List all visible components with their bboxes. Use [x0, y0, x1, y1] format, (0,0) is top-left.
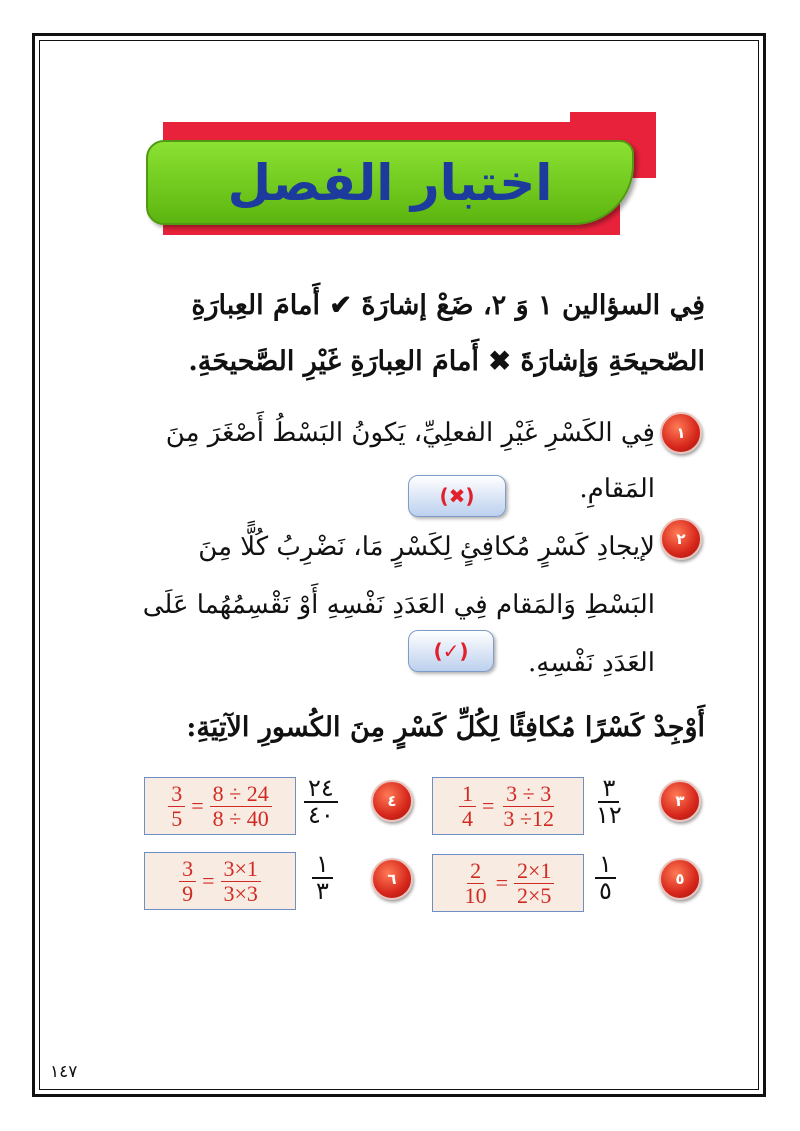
question-number-badge: ٢: [660, 518, 702, 560]
numerator: 1: [459, 782, 476, 806]
question-2-line-1: لإيجادِ كَسْرٍ مُكافِئٍ لِكَسْرٍ مَا، نَضْرِبُ كُلًّا مِنَ: [198, 532, 655, 562]
numerator: 2: [467, 859, 484, 883]
question-number-badge: ١: [660, 412, 702, 454]
given-denominator: ٤٠: [308, 801, 334, 830]
answer-fraction: [168, 782, 185, 829]
given-fraction: [595, 852, 616, 904]
work-fraction: [210, 782, 272, 829]
denominator: 8 ÷ 40: [212, 805, 269, 831]
work-fraction: [514, 859, 554, 906]
question-1-text: [110, 405, 655, 517]
instructions-line-1: فِي السؤالين ١ وَ ٢، ضَعْ إشارَةَ ✔ أَمامَ العِبارَةِ: [191, 290, 705, 321]
question-2-line-3: العَدَدِ نَفْسِهِ.: [528, 648, 655, 678]
instructions-line-2: الصّحيحَةِ وَإشارَةَ ✖ أَمامَ العِبارَةِ غَيْرِ الصَّحيحَةِ.: [188, 346, 705, 377]
equals-sign: =: [482, 793, 495, 818]
page-title: اختبار الفصل: [227, 153, 553, 212]
given-denominator: ١٢: [596, 801, 622, 830]
answer-fraction: [459, 782, 476, 829]
instructions: [130, 278, 705, 390]
denominator: 9: [182, 880, 194, 906]
exercise-number-badge: ٦: [371, 858, 413, 900]
numerator: 3: [168, 782, 185, 806]
denominator: 3 ÷12: [503, 805, 554, 831]
question-2-answer: (✓): [408, 630, 494, 672]
work-fraction: [221, 857, 261, 904]
exercise-heading: أَوْجِدْ كَسْرًا مُكافِئًا لِكُلِّ كَسْرٍ مِنَ الكُسورِ الآتِيَةِ:: [186, 712, 705, 743]
denominator: 3×3: [223, 880, 258, 906]
question-2-text: [110, 518, 655, 692]
given-fraction: [592, 776, 626, 828]
answer-box: [144, 852, 296, 910]
numerator: 3 ÷ 3: [503, 782, 554, 806]
question-1-line-1: فِي الكَسْرِ غَيْرِ الفعلِيِّ، يَكونُ البَسْطُ أَصْغَرَ مِنَ: [165, 418, 655, 448]
given-denominator: ٥: [599, 877, 612, 906]
answer-fraction: [179, 857, 196, 904]
exercise-number-badge: ٥: [659, 858, 701, 900]
denominator: 2×5: [517, 882, 552, 908]
numerator: 3: [179, 857, 196, 881]
given-numerator: ٢٤: [304, 776, 338, 803]
answer-box: [144, 777, 296, 835]
given-denominator: ٣: [316, 877, 329, 906]
numerator: 2×1: [514, 859, 554, 883]
equals-sign: =: [202, 868, 215, 893]
denominator: 4: [462, 805, 473, 831]
denominator: 5: [171, 805, 183, 831]
numerator: 3×1: [221, 857, 261, 881]
given-numerator: ٣: [598, 776, 619, 803]
equals-sign: =: [495, 870, 508, 895]
given-fraction: [312, 852, 333, 904]
work-fraction: [500, 782, 557, 829]
equals-sign: =: [191, 793, 204, 818]
numerator: 8 ÷ 24: [210, 782, 272, 806]
question-1-answer: (✖): [408, 475, 506, 517]
page-number: ١٤٧: [50, 1062, 78, 1082]
given-fraction: [304, 776, 338, 828]
answer-box: [432, 777, 584, 835]
question-2-line-2: البَسْطِ وَالمَقام فِي العَدَدِ نَفْسِهِ أَوْ نَقْسِمُهُما عَلَى: [142, 590, 655, 620]
given-numerator: ١: [595, 852, 616, 879]
exercise-number-badge: ٤: [371, 780, 413, 822]
denominator: 10: [464, 882, 487, 908]
answer-fraction: [462, 859, 490, 906]
exercise-number-badge: ٣: [659, 780, 701, 822]
question-1-line-2: المَقامِ.: [579, 474, 655, 504]
answer-box: [432, 854, 584, 912]
given-numerator: ١: [312, 852, 333, 879]
